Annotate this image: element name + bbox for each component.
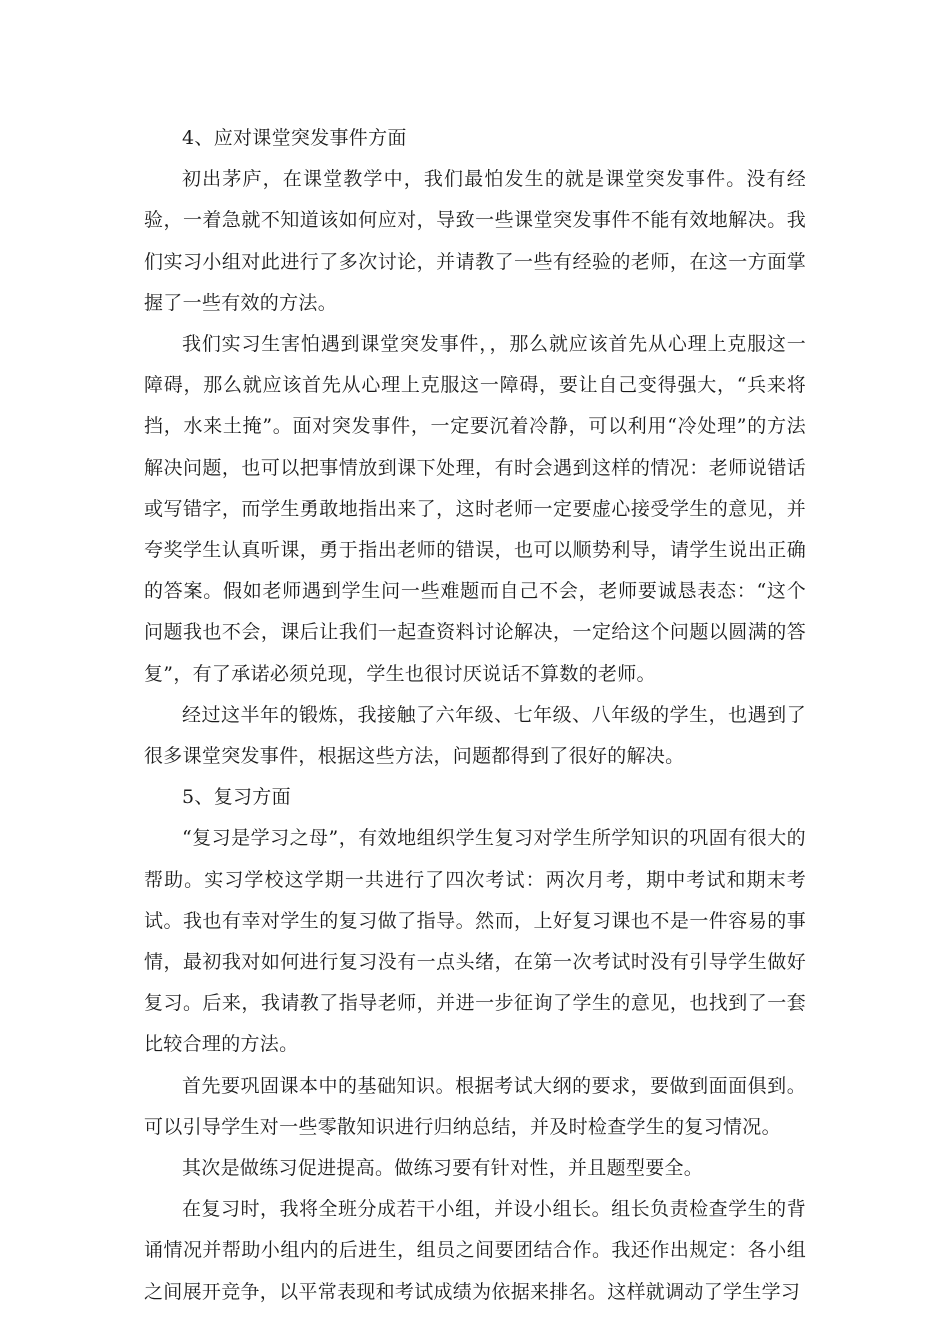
- section-heading-4: 4、应对课堂突发事件方面: [182, 127, 407, 149]
- body-paragraph: 经过这半年的锻炼，我接触了六年级、七年级、八年级的学生，也遇到了很多课堂突发事件，根据这些方法，问题都得到了很好的解决。: [144, 703, 806, 768]
- document-body: [144, 118, 806, 1313]
- body-paragraph: “复习是学习之母”，有效地组织学生复习对学生所学知识的巩固有很大的帮助。实习学校这学期一共进行了四次考试：两次月考，期中考试和期末考试。我也有幸对学生的复习做了指导。然而，上好复习课也不是一件容易的事情，最初我对如何进行复习没有一点头绪，在第一次考试时没有引导学生做好复习。后来，我请教了指导老师，并进一步征询了学生的意见，也找到了一套比较合理的方法。: [144, 827, 806, 1056]
- body-paragraph: 在复习时，我将全班分成若干小组，并设小组长。组长负责检查学生的背诵情况并帮助小组内的后进生，组员之间要团结合作。我还作出规定：各小组之间展开竞争，以平常表现和考试成绩为依据来排名。这样就调动了学生学习: [144, 1198, 806, 1303]
- body-paragraph: 首先要巩固课本中的基础知识。根据考试大纲的要求，要做到面面俱到。可以引导学生对一些零散知识进行归纳总结，并及时检查学生的复习情况。: [144, 1074, 806, 1138]
- body-paragraph: 初出茅庐，在课堂教学中，我们最怕发生的就是课堂突发事件。没有经验，一着急就不知道该如何应对，导致一些课堂突发事件不能有效地解决。我们实习小组对此进行了多次讨论，并请教了一些有经验的老师，在这一方面掌握了一些有效的方法。: [144, 168, 806, 314]
- body-paragraph: 其次是做练习促进提高。做练习要有针对性，并且题型要全。: [182, 1157, 704, 1180]
- section-heading-5: 5、复习方面: [182, 786, 291, 809]
- body-paragraph: 我们实习生害怕遇到课堂突发事件，，那么就应该首先从心理上克服这一障碍，那么就应该首先从心理上克服这一障碍，要让自己变得强大，“兵来将挡，水来土掩”。面对突发事件，一定要沉着冷静，可以利用“冷处理”的方法解决问题，也可以把事情放到课下处理，有时会遇到这样的情况：老师说错话或写错字，而学生勇敢地指出来了，这时老师一定要虚心接受学生的意见，并夸奖学生认真听课，勇于指出老师的错误，也可以顺势利导，请学生说出正确的答案。假如老师遇到学生问一些难题而自己不会，老师要诚恳表态：“这个问题我也不会，课后让我们一起查资料讨论解决，一定给这个问题以圆满的答复”，有了承诺必须兑现，学生也很讨厌说话不算数的老师。: [144, 333, 806, 685]
